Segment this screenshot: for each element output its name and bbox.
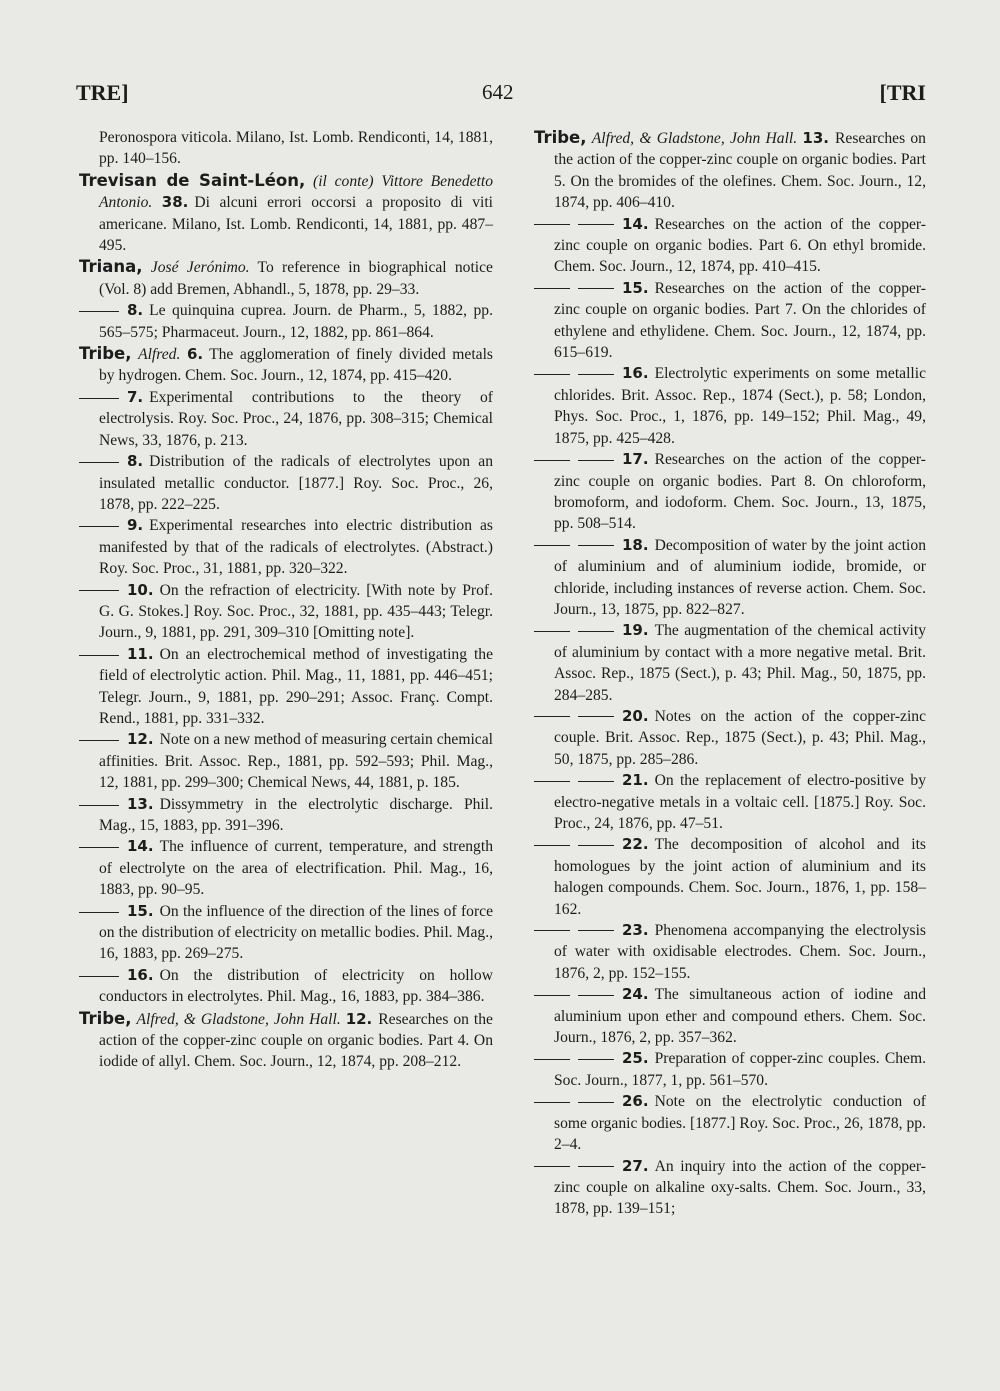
entry-text: Di alcuni errori occorsi a proposito di viti americane. Milano, Ist. Lomb. Rendiconti, 14, 1881, pp. 487–495. <box>99 194 493 255</box>
entry-number: 10. <box>127 580 154 599</box>
bibliography-entry <box>79 836 493 900</box>
page-number: 642 <box>482 80 514 104</box>
bibliography-entry <box>79 451 493 515</box>
bibliography-entry <box>79 127 493 170</box>
bibliography-entry <box>534 920 926 984</box>
entry-text: On the distribution of electricity on hollow conductors in electrolytes. Phil. Mag., 16, 1883, pp. 384–386. <box>99 966 493 1006</box>
entry-number: 23. <box>622 921 649 940</box>
entry-text: Dissymmetry in the electrolytic discharge. Phil. Mag., 15, 1883, pp. 391–396. <box>99 795 493 834</box>
ditto-rule <box>534 716 614 718</box>
right-column <box>534 127 926 1220</box>
ditto-rule <box>79 311 119 312</box>
bibliography-entry <box>79 387 493 451</box>
bibliography-entry <box>79 300 493 343</box>
entry-number: 15. <box>127 901 154 920</box>
author-forename: Alfred, & Gladstone, John Hall. <box>136 1010 341 1028</box>
entry-text: Experimental researches into electric distribution as manifested by that of the radicals of electrolytes. (Abstract.) Roy. Soc. Proc., 31, 1881, pp. 320–322. <box>99 517 493 578</box>
entry-number: 12. <box>345 1009 373 1028</box>
entry-number: 38. <box>161 193 189 212</box>
entry-number: 17. <box>622 450 649 469</box>
ditto-rule <box>534 374 614 376</box>
bibliography-entry <box>534 214 926 278</box>
bibliography-entry <box>534 770 926 834</box>
bibliography-entry <box>534 1156 926 1220</box>
entry-text: The influence of current, temperature, and strength of electrolyte on the area of electrification. Phil. Mag., 16, 1883, pp. 90–95. <box>99 838 493 899</box>
author-forename: José Jerónimo. <box>150 259 250 277</box>
entry-number: 11. <box>127 644 154 663</box>
entry-text: The augmentation of the chemical activity of aluminium by contact with a more negative metal. Brit. Assoc. Rep., 1875 (Sect.), p. 43; Phil. Mag., 50, 1875, pp. 284–285. <box>554 622 926 704</box>
bibliography-entry <box>79 170 493 257</box>
entry-text: Note on a new method of measuring certain chemical affinities. Brit. Assoc. Rep., 1881, pp. 592–593; Phil. Mag., 12, 1881, pp. 299–300; Chemical News, 44, 1881, p. 185. <box>99 731 493 792</box>
entry-text: Distribution of the radicals of electrolytes upon an insulated metallic conductor. [1877.] Roy. Soc. Proc., 26, 1878, pp. 222–225. <box>99 453 493 513</box>
entry-text: Electrolytic experiments on some metallic chlorides. Brit. Assoc. Rep., 1874 (Sect.), p. 58; London, Phys. Soc. Proc., 1, 1876, pp. 149–152; Phil. Mag., 49, 1875, pp. 425–428. <box>554 365 926 447</box>
bibliography-entry <box>79 901 493 965</box>
entry-text: Notes on the action of the copper-zinc couple. Brit. Assoc. Rep., 1875 (Sect.), p. 43; Phil. Mag., 50, 1875, pp. 285–286. <box>554 707 926 768</box>
ditto-rule <box>534 1102 614 1104</box>
entry-text: Researches on the action of the copper-zinc couple on organic bodies. Part 8. On chloroform, bromoform, and iodoform. Chem. Soc. Journ., 13, 1875, pp. 508–514. <box>554 451 926 533</box>
ditto-rule <box>534 1059 614 1061</box>
running-head-left: TRE] <box>76 80 129 105</box>
entry-text: Decomposition of water by the joint action of aluminium and of aluminium iodide, bromide, or chloride, including instances of reverse action. Chem. Soc. Journ., 13, 1875, pp. 822–827. <box>554 536 926 618</box>
entry-text: The decomposition of alcohol and its homologues by the joint action of aluminium and its halogen compounds. Chem. Soc. Journ., 1876, 1, pp. 158–162. <box>554 836 926 918</box>
entry-text: On the influence of the direction of the lines of force on the distribution of electricity on metallic bodies. Phil. Mag., 16, 1883, pp. 269–275. <box>99 902 493 963</box>
bibliography-entry <box>79 515 493 579</box>
entry-number: 20. <box>622 706 649 725</box>
ditto-rule <box>79 655 119 656</box>
bibliography-entry <box>534 1048 926 1091</box>
entry-number: 22. <box>622 835 649 854</box>
entry-number: 15. <box>622 278 649 297</box>
entry-number: 21. <box>622 771 649 790</box>
ditto-rule <box>534 995 614 997</box>
bibliography-entry <box>534 127 926 214</box>
bibliography-entry <box>534 535 926 621</box>
entry-text: On the refraction of electricity. [With note by Prof. G. G. Stokes.] Roy. Soc. Proc., 32, 1881, pp. 435–443; Telegr. Journ., 9, 1881, pp. 291, 309–310 [Omitting note]. <box>99 581 493 642</box>
entry-text: An inquiry into the action of the copper-zinc couple on alkaline oxy-salts. Chem. Soc. Journ., 33, 1878, pp. 139–151; <box>554 1157 926 1218</box>
entry-text: Le quinquina cuprea. Journ. de Pharm., 5, 1882, pp. 565–575; Pharmaceut. Journ., 12, 1882, pp. 861–864. <box>99 302 493 341</box>
entry-number: 6. <box>186 345 204 364</box>
bibliography-entry <box>79 343 493 387</box>
entry-number: 7. <box>127 387 144 406</box>
entry-number: 13. <box>127 794 154 813</box>
ditto-rule <box>534 1166 614 1168</box>
left-column <box>79 127 493 1073</box>
author-surname: Tribe, <box>534 128 587 147</box>
author-forename: Alfred. <box>138 346 181 364</box>
entry-text: The simultaneous action of iodine and aluminium upon ether and compound ethers. Chem. Soc. Journ., 1876, 2, pp. 357–362. <box>554 986 926 1047</box>
entry-text: Peronospora viticola. Milano, Ist. Lomb. Rendiconti, 14, 1881, pp. 140–156. <box>99 129 493 168</box>
entry-number: 25. <box>622 1049 649 1068</box>
bibliography-entry <box>534 706 926 770</box>
bibliography-entry <box>79 644 493 730</box>
entry-number: 13. <box>802 129 829 147</box>
ditto-rule <box>79 912 119 913</box>
bibliography-entry <box>534 278 926 364</box>
author-surname: Tribe, <box>79 344 132 364</box>
entry-text: On an electrochemical method of investigating the field of electrolytic action. Phil. Mag., 11, 1881, pp. 446–451; Telegr. Journ., 9, 1881, pp. 290–291; Assoc. Franç. Compt. Rend., 1881, pp. 331–332. <box>99 645 493 727</box>
entry-number: 24. <box>622 985 649 1004</box>
entry-text: To reference in biographical notice (Vol. 8) add Bremen, Abhandl., 5, 1878, pp. 29–33. <box>99 259 493 298</box>
author-surname: Trevisan de Saint-Léon, <box>79 170 306 190</box>
entry-number: 26. <box>622 1092 649 1111</box>
bibliography-entry <box>534 834 926 920</box>
entry-number: 9. <box>127 516 144 535</box>
bibliography-entry <box>79 256 493 300</box>
entry-number: 18. <box>622 535 649 554</box>
ditto-rule <box>534 845 614 847</box>
entry-text: Researches on the action of the copper-zinc couple on organic bodies. Part 4. On iodide of allyl. Chem. Soc. Journ., 12, 1874, pp. 208–212. <box>99 1010 493 1071</box>
entry-text: Researches on the action of the copper-zinc couple on organic bodies. Part 7. On the chlorides of ethylene and ethylidene. Chem. Soc. Journ., 12, 1874, pp. 615–619. <box>554 279 926 362</box>
bibliography-entry <box>534 984 926 1048</box>
entry-number: 8. <box>127 301 144 320</box>
ditto-rule <box>79 805 119 806</box>
ditto-rule <box>534 545 614 547</box>
entry-number: 19. <box>622 621 649 640</box>
bibliography-entry <box>79 580 493 644</box>
bibliography-entry <box>534 363 926 449</box>
author-surname: Tribe, <box>79 1008 132 1028</box>
entry-text: Phenomena accompanying the electrolysis of water with oxidisable electrodes. Chem. Soc. Journ., 1876, 2, pp. 152–155. <box>554 922 926 982</box>
ditto-rule <box>79 847 119 848</box>
ditto-rule <box>534 781 614 783</box>
entry-text: On the replacement of electro-positive by electro-negative metals in a voltaic cell. [1875.] Roy. Soc. Proc., 24, 1876, pp. 47–51. <box>554 772 926 832</box>
ditto-rule <box>534 460 614 462</box>
ditto-rule <box>79 590 119 591</box>
ditto-rule <box>79 740 119 741</box>
running-head-right: [TRI <box>879 80 926 105</box>
entry-number: 16. <box>622 364 649 383</box>
ditto-rule <box>79 526 119 527</box>
bibliography-entry <box>534 1091 926 1155</box>
entry-number: 8. <box>127 452 144 471</box>
ditto-rule <box>534 930 614 932</box>
entry-number: 27. <box>622 1156 649 1175</box>
entry-number: 12. <box>127 730 154 749</box>
bibliography-entry <box>534 620 926 706</box>
ditto-rule <box>79 976 119 977</box>
ditto-rule <box>534 288 614 290</box>
ditto-rule <box>534 224 614 226</box>
ditto-rule <box>534 631 614 633</box>
bibliography-entry <box>79 1008 493 1073</box>
ditto-rule <box>79 462 119 463</box>
entry-text: Experimental contributions to the theory of electrolysis. Roy. Soc. Proc., 24, 1876, pp. 308–315; Chemical News, 33, 1876, p. 213. <box>99 388 493 449</box>
author-forename: (il conte) Vittore Benedetto Antonio. <box>99 172 493 212</box>
entry-text: Preparation of copper-zinc couples. Chem. Soc. Journ., 1877, 1, pp. 561–570. <box>554 1050 926 1089</box>
entry-text: Researches on the action of the copper-zinc couple on organic bodies. Part 5. On the bromides of the olefines. Chem. Soc. Journ., 12, 1874, pp. 406–410. <box>554 130 926 212</box>
entry-text: The agglomeration of finely divided metals by hydrogen. Chem. Soc. Journ., 12, 1874, pp. 415–420. <box>99 346 493 385</box>
entry-text: Researches on the action of the copper-zinc couple on organic bodies. Part 6. On ethyl bromide. Chem. Soc. Journ., 12, 1874, pp. 410–415. <box>554 215 926 276</box>
entry-number: 14. <box>622 214 649 233</box>
entry-number: 16. <box>127 965 154 984</box>
bibliography-entry <box>79 794 493 837</box>
entry-text: Note on the electrolytic conduction of some organic bodies. [1877.] Roy. Soc. Proc., 26, 1878, pp. 2–4. <box>554 1093 926 1154</box>
ditto-rule <box>79 398 119 399</box>
author-forename: Alfred, & Gladstone, John Hall. <box>591 130 798 147</box>
bibliography-entry <box>79 965 493 1008</box>
author-surname: Triana, <box>79 257 143 277</box>
bibliography-entry <box>534 449 926 535</box>
bibliography-entry <box>79 729 493 793</box>
entry-number: 14. <box>127 837 154 856</box>
